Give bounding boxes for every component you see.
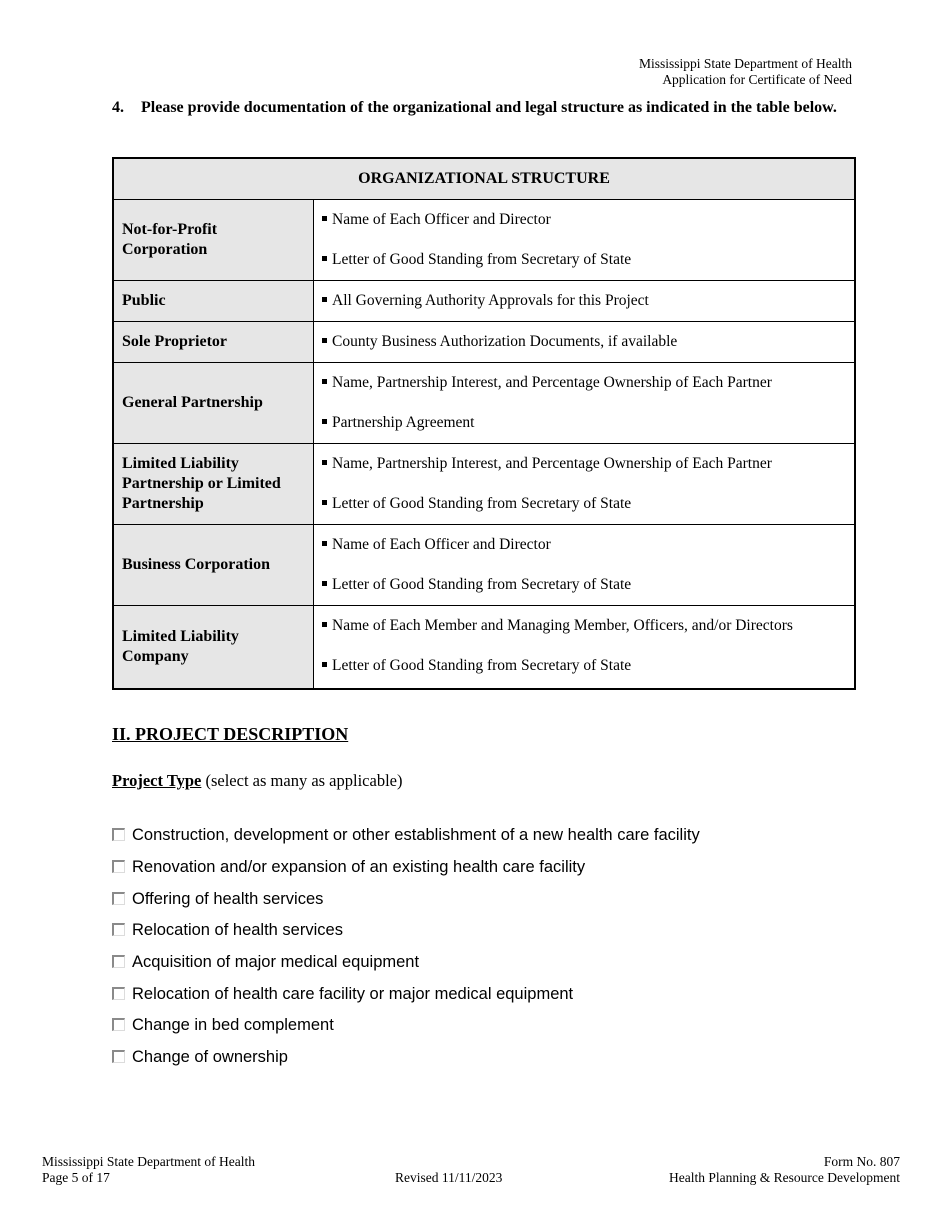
option-acquisition-equipment[interactable]: Acquisition of major medical equipment xyxy=(112,947,700,979)
requirement-item: Name of Each Officer and Director xyxy=(322,200,846,240)
requirement-item: Name, Partnership Interest, and Percentage Ownership of Each Partner xyxy=(322,363,846,403)
bullet-icon xyxy=(322,216,327,221)
page-number: Page 5 of 17 xyxy=(42,1170,110,1185)
option-offering-services[interactable]: Offering of health services xyxy=(112,883,700,915)
table-row xyxy=(113,322,855,363)
bullet-icon xyxy=(322,662,327,667)
header-agency: Mississippi State Department of Health xyxy=(639,56,852,71)
checkbox[interactable] xyxy=(112,1050,125,1063)
requirement-item: Name of Each Member and Managing Member, Officers, and/or Directors xyxy=(322,606,846,646)
checkbox[interactable] xyxy=(112,923,125,936)
bullet-icon xyxy=(322,256,327,261)
footer-division: Health Planning & Resource Development xyxy=(669,1170,900,1185)
requirements-cell xyxy=(314,606,856,690)
table-row xyxy=(113,200,855,281)
checkbox[interactable] xyxy=(112,828,125,841)
org-type: Business Corporation xyxy=(113,525,314,606)
project-type-options xyxy=(112,820,700,1074)
bullet-icon xyxy=(322,419,327,424)
requirement-item: Letter of Good Standing from Secretary of State xyxy=(322,646,846,686)
checkbox[interactable] xyxy=(112,955,125,968)
footer-right xyxy=(669,1154,900,1186)
question-4 xyxy=(112,98,842,118)
bullet-icon xyxy=(322,460,327,465)
header-form-title: Application for Certificate of Need xyxy=(662,72,852,87)
table-row xyxy=(113,606,855,690)
bullet-icon xyxy=(322,622,327,627)
org-type: Sole Proprietor xyxy=(113,322,314,363)
table-row xyxy=(113,281,855,322)
project-type-label: Project Type xyxy=(112,771,202,790)
bullet-icon xyxy=(322,500,327,505)
requirement-item: Name of Each Officer and Director xyxy=(322,525,846,565)
project-type-note: (select as many as applicable) xyxy=(201,771,403,790)
requirement-item: All Governing Authority Approvals for this Project xyxy=(322,281,846,321)
bullet-icon xyxy=(322,541,327,546)
table-row xyxy=(113,363,855,444)
requirement-item: Partnership Agreement xyxy=(322,403,846,443)
requirements-cell xyxy=(314,525,856,606)
bullet-icon xyxy=(322,581,327,586)
bullet-icon xyxy=(322,338,327,343)
option-bed-complement[interactable]: Change in bed complement xyxy=(112,1010,700,1042)
org-type: Limited Liability Company xyxy=(113,606,314,690)
project-type-heading xyxy=(112,771,402,791)
page-header xyxy=(639,56,852,88)
option-change-ownership[interactable]: Change of ownership xyxy=(112,1042,700,1074)
requirements-cell xyxy=(314,281,856,322)
table-row xyxy=(113,525,855,606)
organizational-structure-table xyxy=(112,157,856,690)
footer-revised: Revised 11/11/2023 xyxy=(395,1170,503,1185)
option-relocation-services[interactable]: Relocation of health services xyxy=(112,915,700,947)
requirements-cell xyxy=(314,200,856,281)
form-number: Form No. 807 xyxy=(823,1154,900,1169)
checkbox[interactable] xyxy=(112,892,125,905)
requirement-item: County Business Authorization Documents, if available xyxy=(322,322,846,362)
checkbox[interactable] xyxy=(112,1018,125,1031)
question-text: Please provide documentation of the organizational and legal structure as indicated in the table below. xyxy=(141,99,837,116)
org-type: Public xyxy=(113,281,314,322)
requirement-item: Letter of Good Standing from Secretary of State xyxy=(322,484,846,524)
bullet-icon xyxy=(322,297,327,302)
bullet-icon xyxy=(322,379,327,384)
requirements-cell xyxy=(314,363,856,444)
requirements-cell xyxy=(314,322,856,363)
checkbox[interactable] xyxy=(112,860,125,873)
requirements-cell xyxy=(314,444,856,525)
table-row xyxy=(113,444,855,525)
requirement-item: Letter of Good Standing from Secretary of State xyxy=(322,240,846,280)
requirement-item: Letter of Good Standing from Secretary of State xyxy=(322,565,846,605)
checkbox[interactable] xyxy=(112,987,125,1000)
option-relocation-facility[interactable]: Relocation of health care facility or major medical equipment xyxy=(112,978,700,1010)
org-type: General Partnership xyxy=(113,363,314,444)
footer-agency: Mississippi State Department of Health xyxy=(42,1154,255,1169)
section-title: II. PROJECT DESCRIPTION xyxy=(112,724,349,744)
table-title: ORGANIZATIONAL STRUCTURE xyxy=(113,158,855,200)
requirement-item: Name, Partnership Interest, and Percentage Ownership of Each Partner xyxy=(322,444,846,484)
option-new-facility[interactable]: Construction, development or other establishment of a new health care facility xyxy=(112,820,700,852)
org-type: Limited Liability Partnership or Limited Partnership xyxy=(113,444,314,525)
option-renovation[interactable]: Renovation and/or expansion of an existing health care facility xyxy=(112,852,700,884)
footer-left xyxy=(42,1154,255,1186)
org-type: Not-for-Profit Corporation xyxy=(113,200,314,281)
question-number: 4. xyxy=(112,99,124,116)
